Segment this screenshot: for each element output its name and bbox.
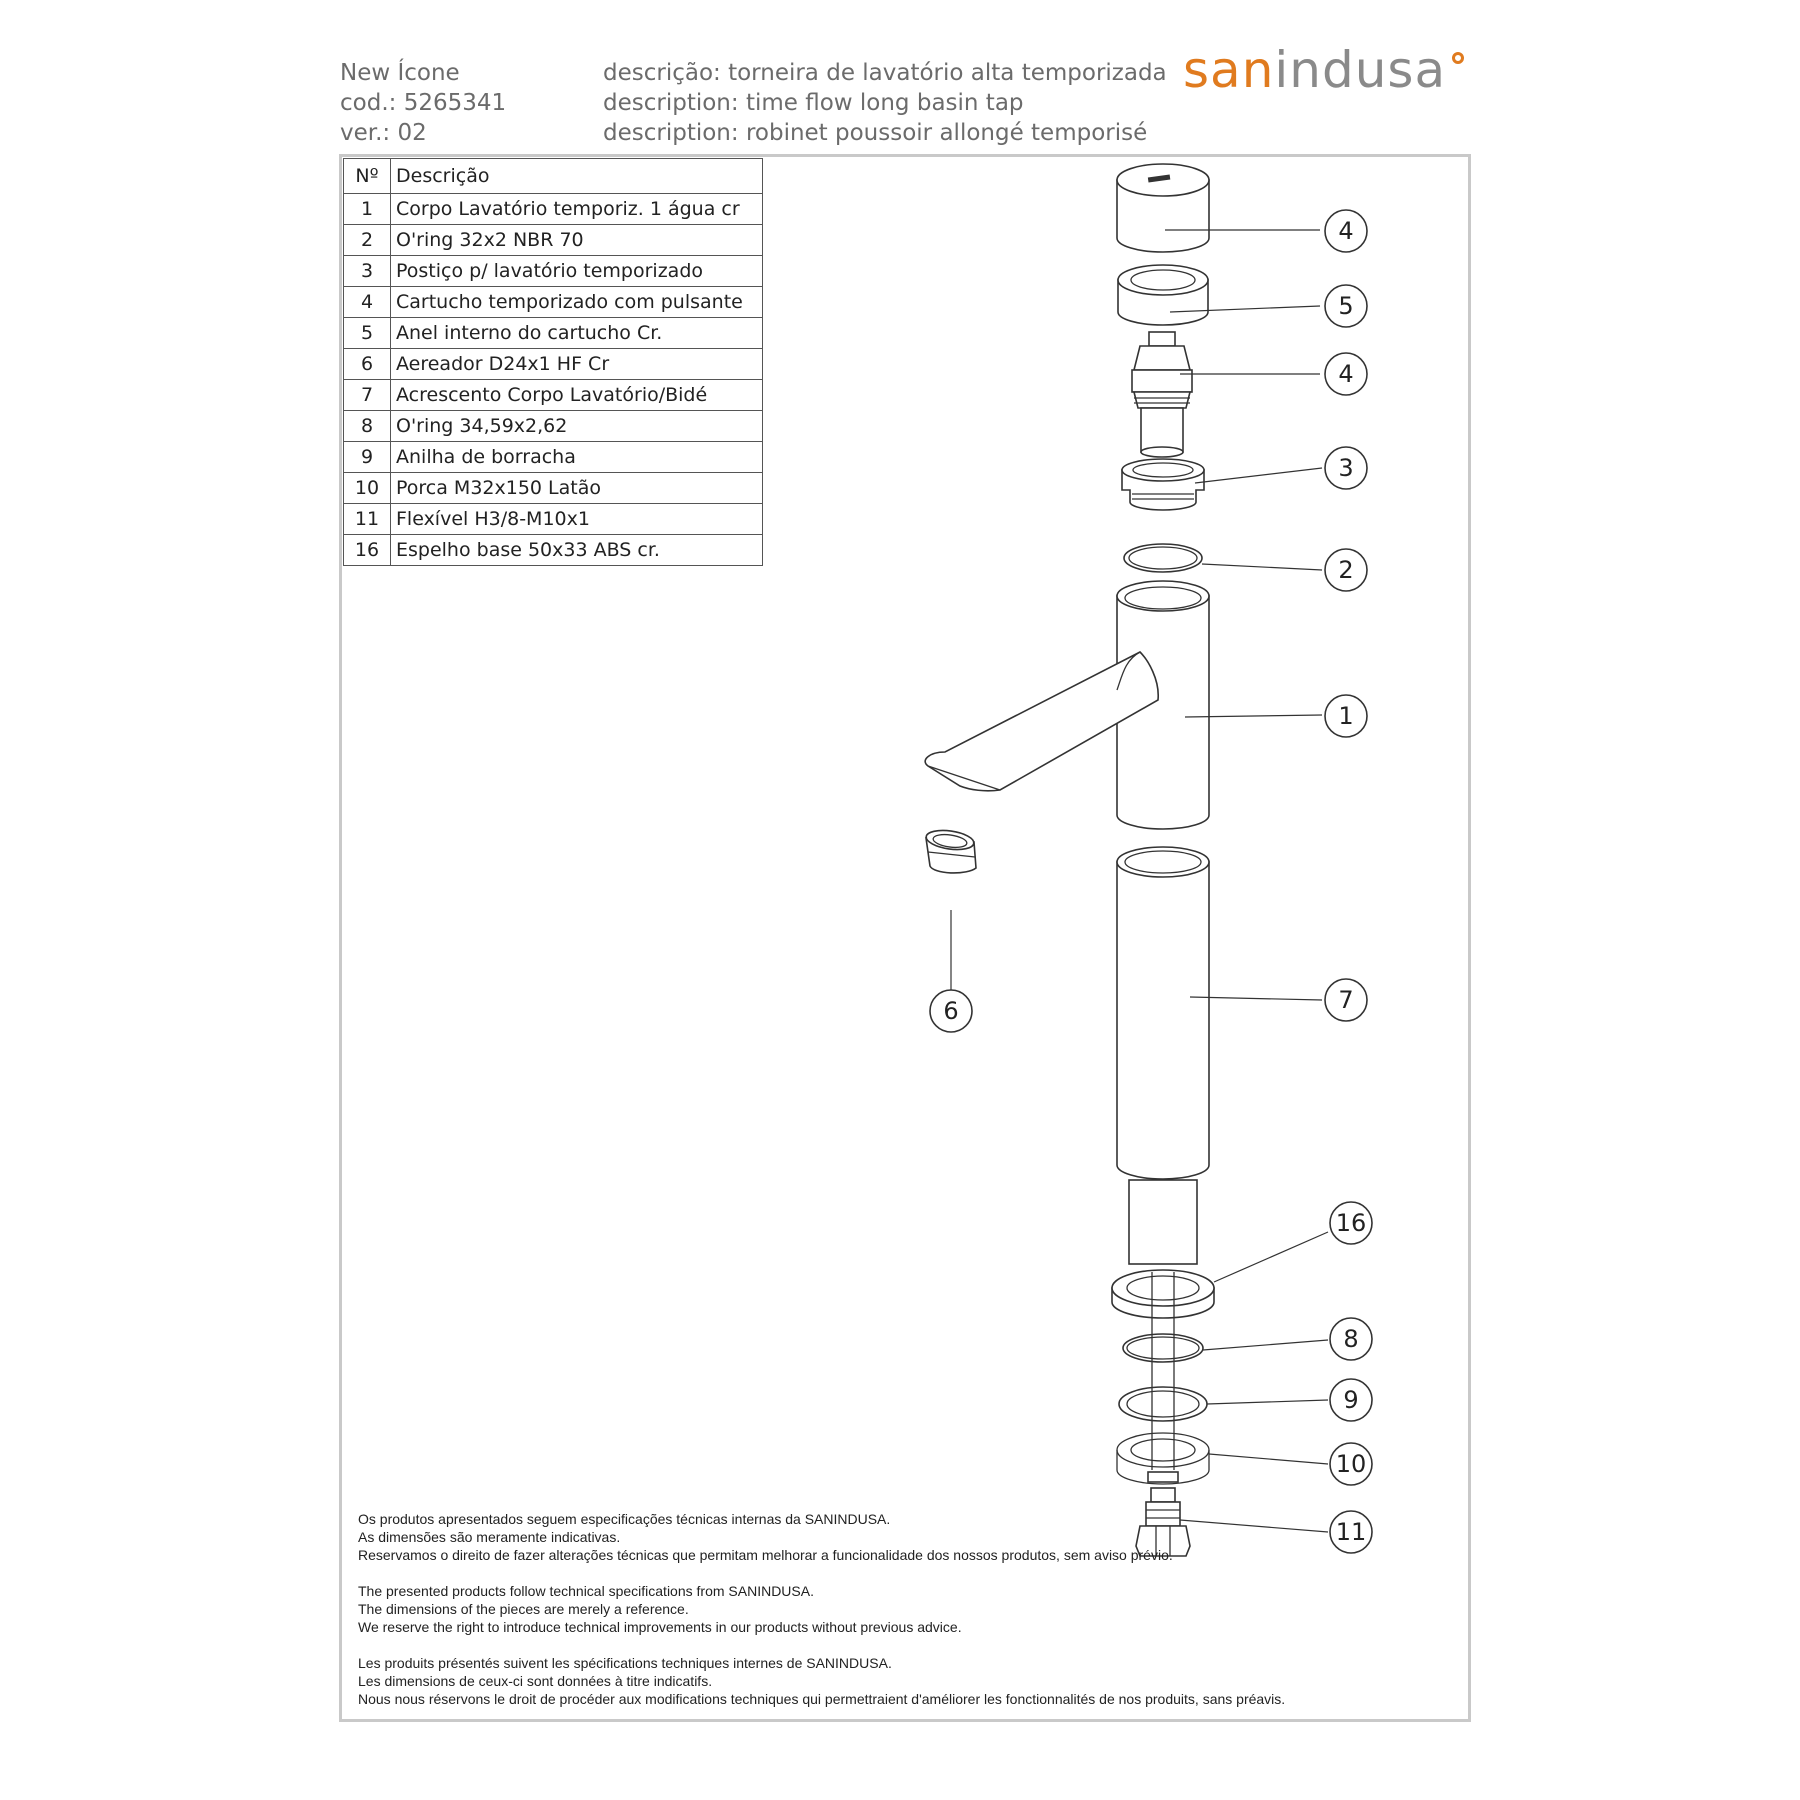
disclaimer-notes xyxy=(358,1510,1285,1726)
callout-label: 9 xyxy=(1343,1386,1359,1414)
part-number: 5 xyxy=(344,318,391,349)
table-row xyxy=(344,256,763,287)
part-insert xyxy=(1122,459,1204,510)
part-nut xyxy=(1117,1433,1209,1484)
product-version: ver.: 02 xyxy=(340,120,427,146)
description-fr: description: robinet poussoir allongé temporisé xyxy=(603,120,1148,146)
part-number: 10 xyxy=(344,473,391,504)
callout-label: 2 xyxy=(1338,556,1354,584)
part-description: Anilha de borracha xyxy=(391,442,763,473)
table-row xyxy=(344,442,763,473)
table-row xyxy=(344,349,763,380)
part-description: Anel interno do cartucho Cr. xyxy=(391,318,763,349)
part-number: 6 xyxy=(344,349,391,380)
callout-bubble xyxy=(1325,549,1367,591)
callout-bubble xyxy=(1325,695,1367,737)
description-pt: descrição: torneira de lavatório alta temporizada xyxy=(603,60,1167,86)
parts-list-table xyxy=(343,158,763,566)
callout-bubble xyxy=(1330,1318,1372,1360)
callout-bubble xyxy=(1330,1379,1372,1421)
header-number: Nº xyxy=(344,159,391,194)
part-number: 9 xyxy=(344,442,391,473)
part-number: 1 xyxy=(344,194,391,225)
callout-label: 10 xyxy=(1335,1450,1367,1478)
part-number: 11 xyxy=(344,504,391,535)
part-rubber-washer xyxy=(1119,1387,1207,1421)
table-row xyxy=(344,194,763,225)
part-number: 7 xyxy=(344,380,391,411)
table-row xyxy=(344,504,763,535)
logo-text-san: san xyxy=(1183,41,1275,99)
part-number: 3 xyxy=(344,256,391,287)
table-header-row xyxy=(344,159,763,194)
part-description: Espelho base 50x33 ABS cr. xyxy=(391,535,763,566)
callout-label: 5 xyxy=(1338,292,1354,320)
note-line: Reservamos o direito de fazer alterações técnicas que permitam melhorar a funcionalidade dos nossos produtos, sem aviso prévio. xyxy=(358,1547,1173,1563)
part-base-plate xyxy=(1112,1270,1214,1470)
callout-bubble xyxy=(1330,1443,1372,1485)
callout-bubble xyxy=(1325,979,1367,1021)
callout-label: 1 xyxy=(1338,702,1354,730)
note-line: As dimensões são meramente indicativas. xyxy=(358,1529,621,1545)
table-row xyxy=(344,411,763,442)
table-row xyxy=(344,535,763,566)
part-description: O'ring 32x2 NBR 70 xyxy=(391,225,763,256)
logo-text-indusa: indusa xyxy=(1274,41,1447,99)
part-inner-ring xyxy=(1118,265,1208,325)
note-line: Nous nous réservons le droit de procéder aux modifications techniques qui permettraient d'améliorer les fonctionnalités de nos produits, sans préavis. xyxy=(358,1691,1286,1707)
description-en: description: time flow long basin tap xyxy=(603,90,1024,116)
callout-label: 4 xyxy=(1338,360,1354,388)
note-line: We reserve the right to introduce technical improvements in our products without previous advice. xyxy=(358,1619,962,1635)
note-line: The dimensions of the pieces are merely a reference. xyxy=(358,1601,689,1617)
callout-label: 8 xyxy=(1343,1325,1359,1353)
part-number: 2 xyxy=(344,225,391,256)
part-description: Aereador D24x1 HF Cr xyxy=(391,349,763,380)
notes-english xyxy=(358,1582,1285,1636)
callout-label: 3 xyxy=(1338,454,1354,482)
part-number: 8 xyxy=(344,411,391,442)
part-description: Porca M32x150 Latão xyxy=(391,473,763,504)
header-description: Descrição xyxy=(391,159,763,194)
note-line: Les dimensions de ceux-ci sont données à titre indicatifs. xyxy=(358,1673,713,1689)
part-extension-body xyxy=(1117,847,1209,1264)
table-row xyxy=(344,225,763,256)
product-name: New Ícone xyxy=(340,60,460,86)
part-description: Postiço p/ lavatório temporizado xyxy=(391,256,763,287)
callout-bubble xyxy=(1330,1202,1372,1244)
part-oring-32x2 xyxy=(1124,544,1202,572)
part-description: Acrescento Corpo Lavatório/Bidé xyxy=(391,380,763,411)
table-row xyxy=(344,380,763,411)
callout-bubble xyxy=(1330,1511,1372,1553)
callout-bubble xyxy=(1325,285,1367,327)
callout-label: 7 xyxy=(1338,986,1354,1014)
callout-bubble xyxy=(1325,210,1367,252)
callout-bubble xyxy=(1325,447,1367,489)
table-row xyxy=(344,287,763,318)
part-description: Cartucho temporizado com pulsante xyxy=(391,287,763,318)
callout-bubble xyxy=(1325,353,1367,395)
part-cartridge xyxy=(1132,332,1192,457)
callout-label: 6 xyxy=(943,997,959,1025)
part-body-with-spout xyxy=(925,581,1209,829)
part-aerator xyxy=(925,828,976,873)
callout-label: 16 xyxy=(1335,1209,1367,1237)
note-line: Les produits présentés suivent les spécifications techniques internes de SANINDUSA. xyxy=(358,1655,892,1671)
part-description: Corpo Lavatório temporiz. 1 água cr xyxy=(391,194,763,225)
note-line: The presented products follow technical specifications from SANINDUSA. xyxy=(358,1583,814,1599)
product-code: cod.: 5265341 xyxy=(340,90,507,116)
note-line: Os produtos apresentados seguem especificações técnicas internas da SANINDUSA. xyxy=(358,1511,891,1527)
notes-french xyxy=(358,1654,1285,1708)
part-number: 4 xyxy=(344,287,391,318)
table-row xyxy=(344,473,763,504)
part-push-button-cap xyxy=(1117,164,1209,252)
callout-label: 11 xyxy=(1335,1518,1367,1546)
callout-label: 4 xyxy=(1338,217,1354,245)
table-row xyxy=(344,318,763,349)
notes-portuguese xyxy=(358,1510,1285,1564)
part-description: O'ring 34,59x2,62 xyxy=(391,411,763,442)
part-description: Flexível H3/8-M10x1 xyxy=(391,504,763,535)
callout-bubble xyxy=(930,990,972,1032)
part-number: 16 xyxy=(344,535,391,566)
part-oring-34 xyxy=(1123,1334,1203,1362)
